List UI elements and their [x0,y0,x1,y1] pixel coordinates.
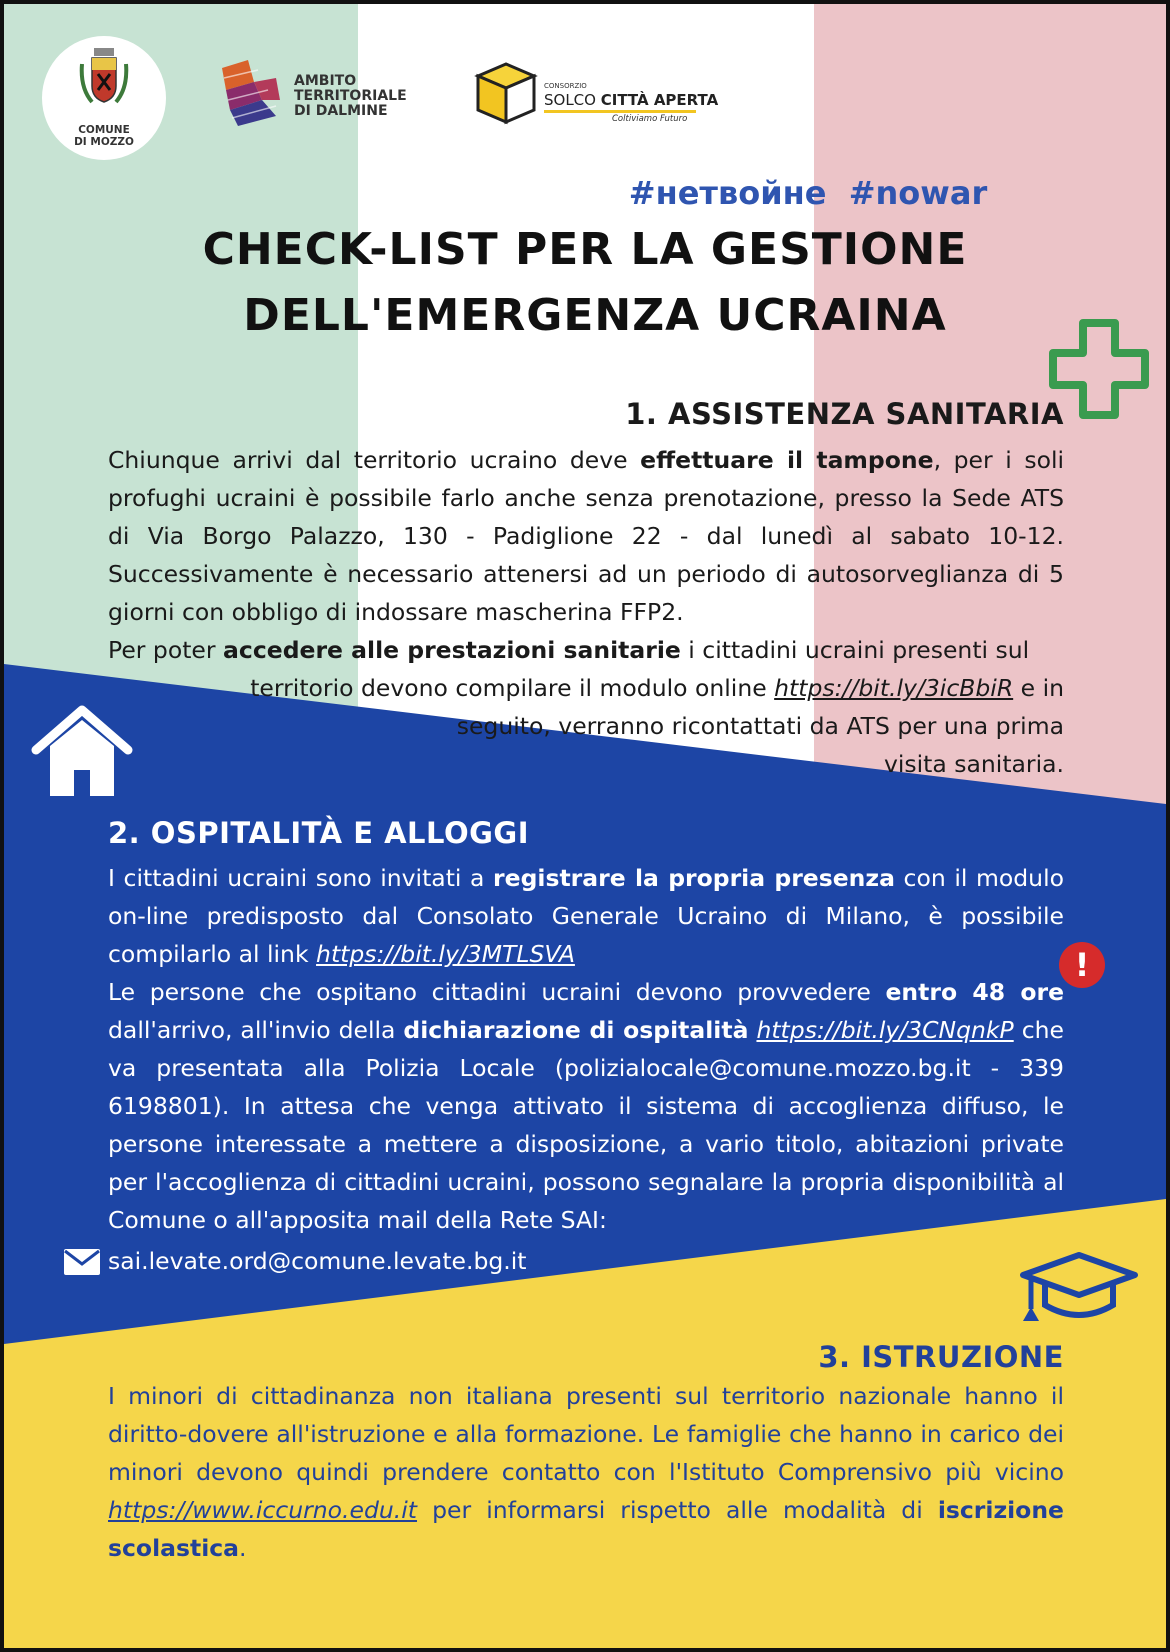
solco-cube-icon [474,60,538,128]
section1-p1-text-a: Chiunque arrivi dal territorio ucraino deve [108,446,641,474]
graduation-cap-icon [1017,1251,1141,1323]
solco-underline [544,110,696,113]
section3-p1-text-a: I minori di cittadinanza non italiana presenti sul territorio nazionale hanno il diritto-dovere all'istruzione e alla formazione. Le famiglie che hanno in carico dei minori devono quindi prendere contatto con l'Istituto Comprensivo più vicino [108,1382,1064,1486]
medical-cross-icon [1049,319,1149,419]
section1-p2-text-a: Per poter [108,636,224,664]
section1-p2-line2-end: e in [1013,674,1064,702]
comune-logo-line1: COMUNE [78,124,130,136]
section3-link-iccurno[interactable]: https://www.iccurno.edu.it [108,1496,418,1524]
section1-paragraph2-line1 [108,631,1064,669]
crest-icon [78,46,130,112]
section1-paragraph2-line4: visita sanitaria. [883,750,1064,778]
section1-p2-bold: accedere alle prestazioni sanitarie [223,636,681,664]
section1-paragraph2-line3: seguito, verranno ricontattati da ATS per una prima [456,712,1064,740]
section3-p1-bold: iscrizione scolastica [108,1496,1064,1562]
alert-icon: ! [1059,942,1105,988]
section2-p2-text-a: Le persone che ospitano cittadini ucraini devono provvedere [108,978,886,1006]
section3-p1-text-d: . [239,1534,247,1562]
section3-paragraph1 [108,1377,1064,1567]
section1-p1-bold: effettuare il tampone [640,446,934,474]
section1-p2-text-c: i cittadini ucraini presenti sul [680,636,1030,664]
section2-link-bitly-3mtlsva[interactable]: https://bit.ly/3MTLSVA [316,940,575,968]
section2-p1-text-a: I cittadini ucraini sono invitati a [108,864,494,892]
section2-p2-bold-48ore: entro 48 ore [885,978,1065,1006]
section1-heading: 1. ASSISTENZA SANITARIA [625,397,1064,431]
hashtags: #нетвойне #nowar [628,174,988,212]
solco-name-b: CITTÀ APERTA [600,91,719,109]
solco-small-label: CONSORZIO [544,82,587,90]
section1-paragraph1 [108,441,1064,631]
ambito-logo-icon [214,60,284,132]
title-line1: CHECK-LIST PER LA GESTIONE [202,224,968,275]
ambito-logo-line2: TERRITORIALE [294,88,407,104]
poster [4,4,1166,1648]
section2-p1-bold: registrare la propria presenza [493,864,895,892]
solco-name-a: SOLCO [544,91,596,109]
section1-p1-text-c: , per i soli profughi ucraini è possibile farlo anche senza prenotazione, presso la Sede ATS di Via Borgo Palazzo, 130 - Padiglione 22 - dal lunedì al sabato 10-12. Successivamente è necessario attenersi ad un periodo di autosorveglianza di 5 giorni con obbligo di indossare mascherina FFP2. [108,446,1065,626]
section3-p1-text-b: per informarsi rispetto alle modalità di [417,1496,938,1524]
section3-heading: 3. ISTRUZIONE [818,1340,1064,1374]
section2-link-bitly-3cnqnkp[interactable]: https://bit.ly/3CNqnkP [756,1016,1014,1044]
solco-name [544,91,718,109]
ambito-logo-line3: DI DALMINE [294,103,388,119]
section2-heading: 2. OSPITALITÀ E ALLOGGI [108,816,530,850]
section1-p2-line2: territorio devono compilare il modulo online [250,674,775,702]
section2-email[interactable]: sai.levate.ord@comune.levate.bg.it [108,1247,527,1275]
section1-paragraph2-line2 [250,669,1064,707]
mail-icon [64,1249,100,1275]
section2-p2-bold-dichiarazione: dichiarazione di ospitalità [403,1016,749,1044]
section1-link-bitly-3icbbir[interactable]: https://bit.ly/3icBbiR [774,674,1014,702]
section2-p2-text-c: dall'arrivo, all'invio della [108,1016,404,1044]
section2-p1-text-c: con il modulo on-line predisposto dal Consolato Generale Ucraino di Milano, è possibile compilarlo al link [108,864,1064,968]
ambito-logo-line1: AMBITO [294,73,357,89]
section2-p2-text-f: che va presentata alla Polizia Locale (polizialocale@comune.mozzo.bg.it - 339 6198801). In attesa che venga attivato il sistema di accoglienza diffuso, le persone interessate a mettere a disposizione, a vario titolo, abitazioni private per l'accoglienza di cittadini ucraini, possono segnalare la propria disponibilità al Comune o all'apposita mail della Rete SAI: [108,1016,1064,1234]
comune-logo [42,36,166,160]
comune-logo-line2: DI MOZZO [74,136,134,148]
section2-paragraph1 [108,859,1064,973]
house-icon [30,704,134,800]
solco-tagline: Coltiviamo Futuro [612,114,688,124]
section2-paragraph2 [108,973,1064,1239]
title-line2: DELL'EMERGENZA UCRAINA [243,290,947,341]
